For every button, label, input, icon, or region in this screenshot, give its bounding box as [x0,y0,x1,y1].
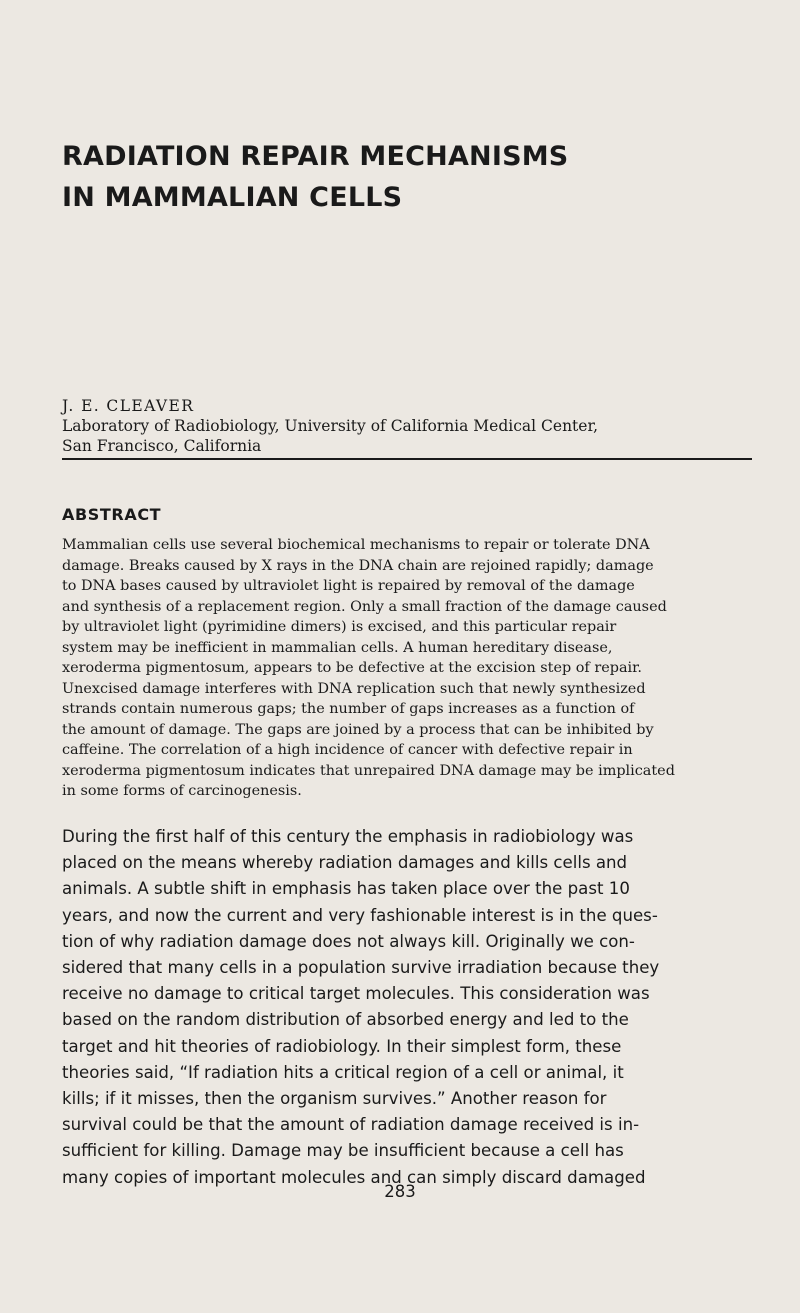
abstract-line: Mammalian cells use several biochemical mechanisms to repair or tolerate DNA [62,537,650,553]
body-line: sidered that many cells in a population survive irradiation because they [62,958,660,978]
abstract-line: and synthesis of a replacement region. Only a small fraction of the damage caused [62,598,667,615]
body-line: years, and now the current and very fashionable interest is in the ques- [62,905,658,925]
divider-rule [62,458,752,460]
author-affiliation-line: Laboratory of Radiobiology, University of California Medical Center, [62,417,599,435]
body-line: target and hit theories of radiobiology. In their simplest form, these [62,1036,622,1056]
abstract-line: by ultraviolet light (pyrimidine dimers) is excised, and this particular repair [62,619,617,635]
body-line: sufficient for killing. Damage may be insufficient because a cell has [62,1141,624,1161]
body-line: receive no damage to critical target molecules. This consideration was [62,984,650,1004]
author-affiliation-line: San Francisco, California [62,437,262,455]
abstract-line: xeroderma pigmentosum indicates that unrepaired DNA damage may be implicated [62,762,675,779]
abstract-line: caffeine. The correlation of a high incidence of cancer with defective repair in [62,742,633,758]
body-line: placed on the means whereby radiation damages and kills cells and [62,853,628,873]
article-title [62,136,742,218]
page-number: 283 [384,1182,416,1201]
abstract-line: Unexcised damage interferes with DNA replication such that newly synthesized [62,680,646,697]
body-line: many copies of important molecules and can simply discard damaged [62,1167,646,1187]
abstract-heading: ABSTRACT [62,505,162,524]
abstract-line: the amount of damage. The gaps are joined by a process that can be inhibited by [62,721,654,738]
abstract-line: strands contain numerous gaps; the number of gaps increases as a function of [62,701,635,717]
body-line: tion of why radiation damage does not always kill. Originally we con- [62,931,635,951]
abstract-text [62,535,754,802]
body-line: animals. A subtle shift in emphasis has taken place over the past 10 [62,879,630,899]
abstract-line: damage. Breaks caused by X rays in the DNA chain are rejoined rapidly; damage [62,557,654,574]
author-name: J. E. CLEAVER [62,397,195,415]
body-line: based on the random distribution of absorbed energy and led to the [62,1010,629,1030]
title-line: IN MAMMALIAN CELLS [62,182,403,213]
body-line: theories said, “If radiation hits a critical region of a cell or animal, it [62,1062,624,1082]
title-line: RADIATION REPAIR MECHANISMS [62,141,569,172]
abstract-line: to DNA bases caused by ultraviolet light is repaired by removal of the damage [62,578,635,594]
body-line: kills; if it misses, then the organism survives.” Another reason for [62,1089,607,1109]
abstract-line: in some forms of carcinogenesis. [62,783,302,799]
body-text [62,824,756,1191]
body-line: survival could be that the amount of radiation damage received is in- [62,1115,640,1135]
abstract-line: xeroderma pigmentosum, appears to be defective at the excision step of repair. [62,660,642,676]
body-line: During the first half of this century the emphasis in radiobiology was [62,827,634,846]
author-block [62,396,752,456]
abstract-line: system may be inefficient in mammalian cells. A human hereditary disease, [62,639,613,656]
